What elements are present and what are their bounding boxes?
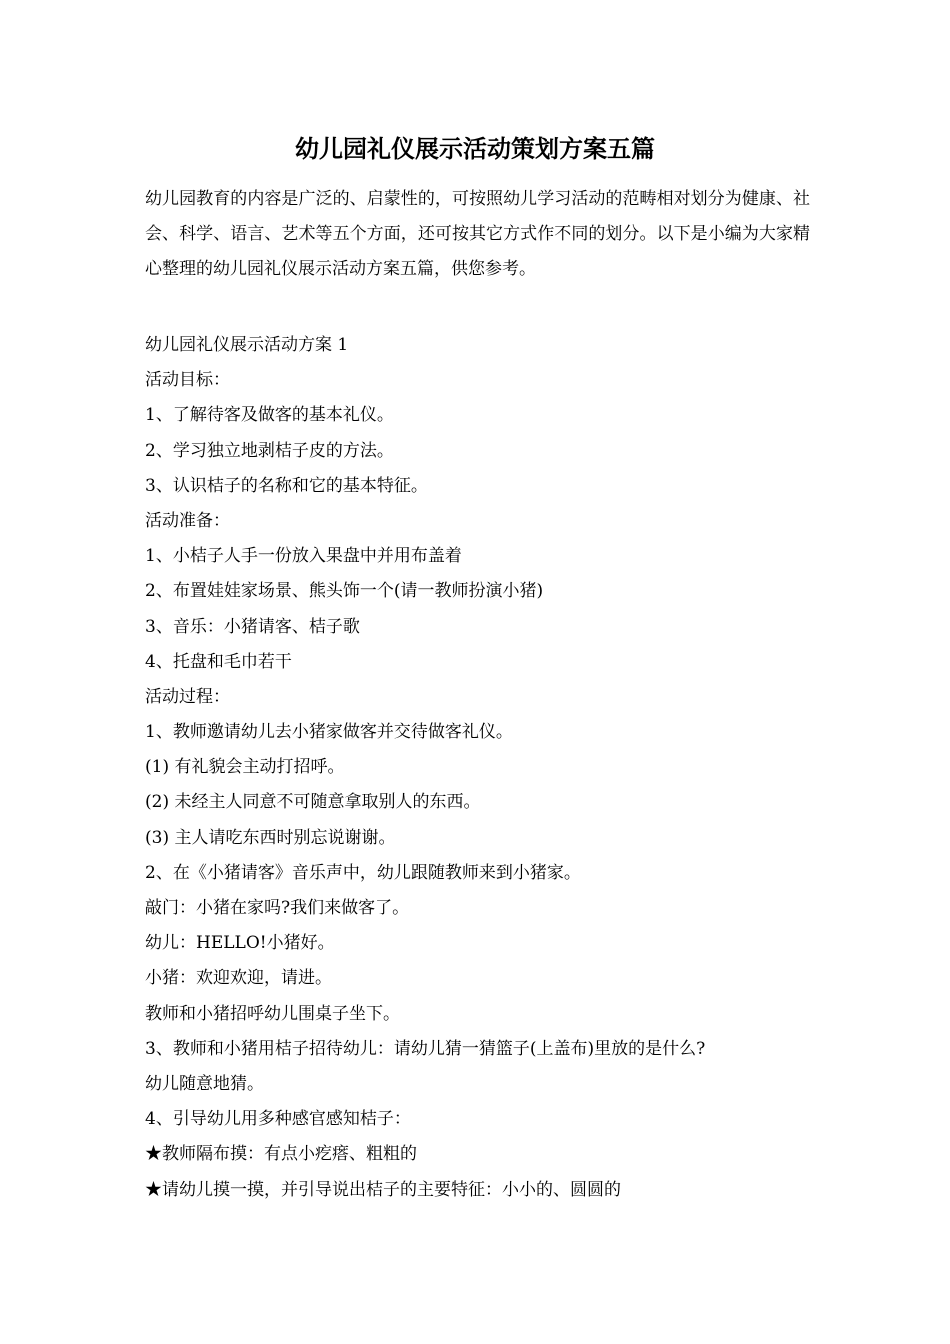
text-line: 1、了解待客及做客的基本礼仪。 — [145, 405, 394, 426]
intro-paragraph: 幼儿园教育的内容是广泛的、启蒙性的，可按照幼儿学习活动的范畴相对划分为健康、社会、科学、语言、艺术等五个方面，还可按其它方式作不同的划分。以下是小编为大家精心整理的幼儿园礼仪展示活动方案五篇，供您参考。 — [145, 189, 810, 279]
text-line: 3、认识桔子的名称和它的基本特征。 — [145, 475, 428, 496]
text-line: 2、在《小猪请客》音乐声中，幼儿跟随教师来到小猪家。 — [145, 862, 581, 883]
text-line: 3、教师和小猪用桔子招待幼儿：请幼儿猜一猜篮子(上盖布)里放的是什么? — [145, 1038, 706, 1059]
text-line: (1) 有礼貌会主动打招呼。 — [145, 757, 345, 778]
text-line: 幼儿随意地猜。 — [145, 1073, 264, 1094]
text-line: 3、音乐：小猪请客、桔子歌 — [145, 616, 360, 637]
text-line: 敲门：小猪在家吗?我们来做客了。 — [145, 898, 410, 918]
text-line: 幼儿：HELLO!小猪好。 — [145, 933, 335, 954]
text-line: 1、小桔子人手一份放入果盘中并用布盖着 — [145, 546, 462, 567]
document-title: 幼儿园礼仪展示活动策划方案五篇 — [295, 134, 655, 163]
body-text — [145, 328, 810, 1208]
text-line: 4、引导幼儿用多种感官感知桔子： — [145, 1109, 411, 1130]
text-line: 小猪：欢迎欢迎，请进。 — [145, 968, 332, 989]
text-line: 2、布置娃娃家场景、熊头饰一个(请一教师扮演小猪) — [145, 581, 544, 602]
text-line: 2、学习独立地剥桔子皮的方法。 — [145, 440, 394, 461]
text-line: 4、托盘和毛巾若干 — [145, 651, 292, 672]
text-line: 活动过程： — [145, 686, 230, 707]
text-line: 1、教师邀请幼儿去小猪家做客并交待做客礼仪。 — [145, 722, 513, 743]
text-line: ★教师隔布摸：有点小疙瘩、粗粗的 — [145, 1144, 417, 1165]
text-line: 教师和小猪招呼幼儿围桌子坐下。 — [145, 1003, 400, 1024]
text-line: 活动目标： — [145, 370, 230, 391]
text-line: (2) 未经主人同意不可随意拿取别人的东西。 — [145, 792, 481, 813]
text-line: 活动准备： — [145, 510, 230, 531]
text-line: (3) 主人请吃东西时别忘说谢谢。 — [145, 827, 396, 848]
section-heading: 幼儿园礼仪展示活动方案 1 — [145, 335, 349, 355]
text-line: ★请幼儿摸一摸，并引导说出桔子的主要特征：小小的、圆圆的 — [145, 1179, 621, 1200]
